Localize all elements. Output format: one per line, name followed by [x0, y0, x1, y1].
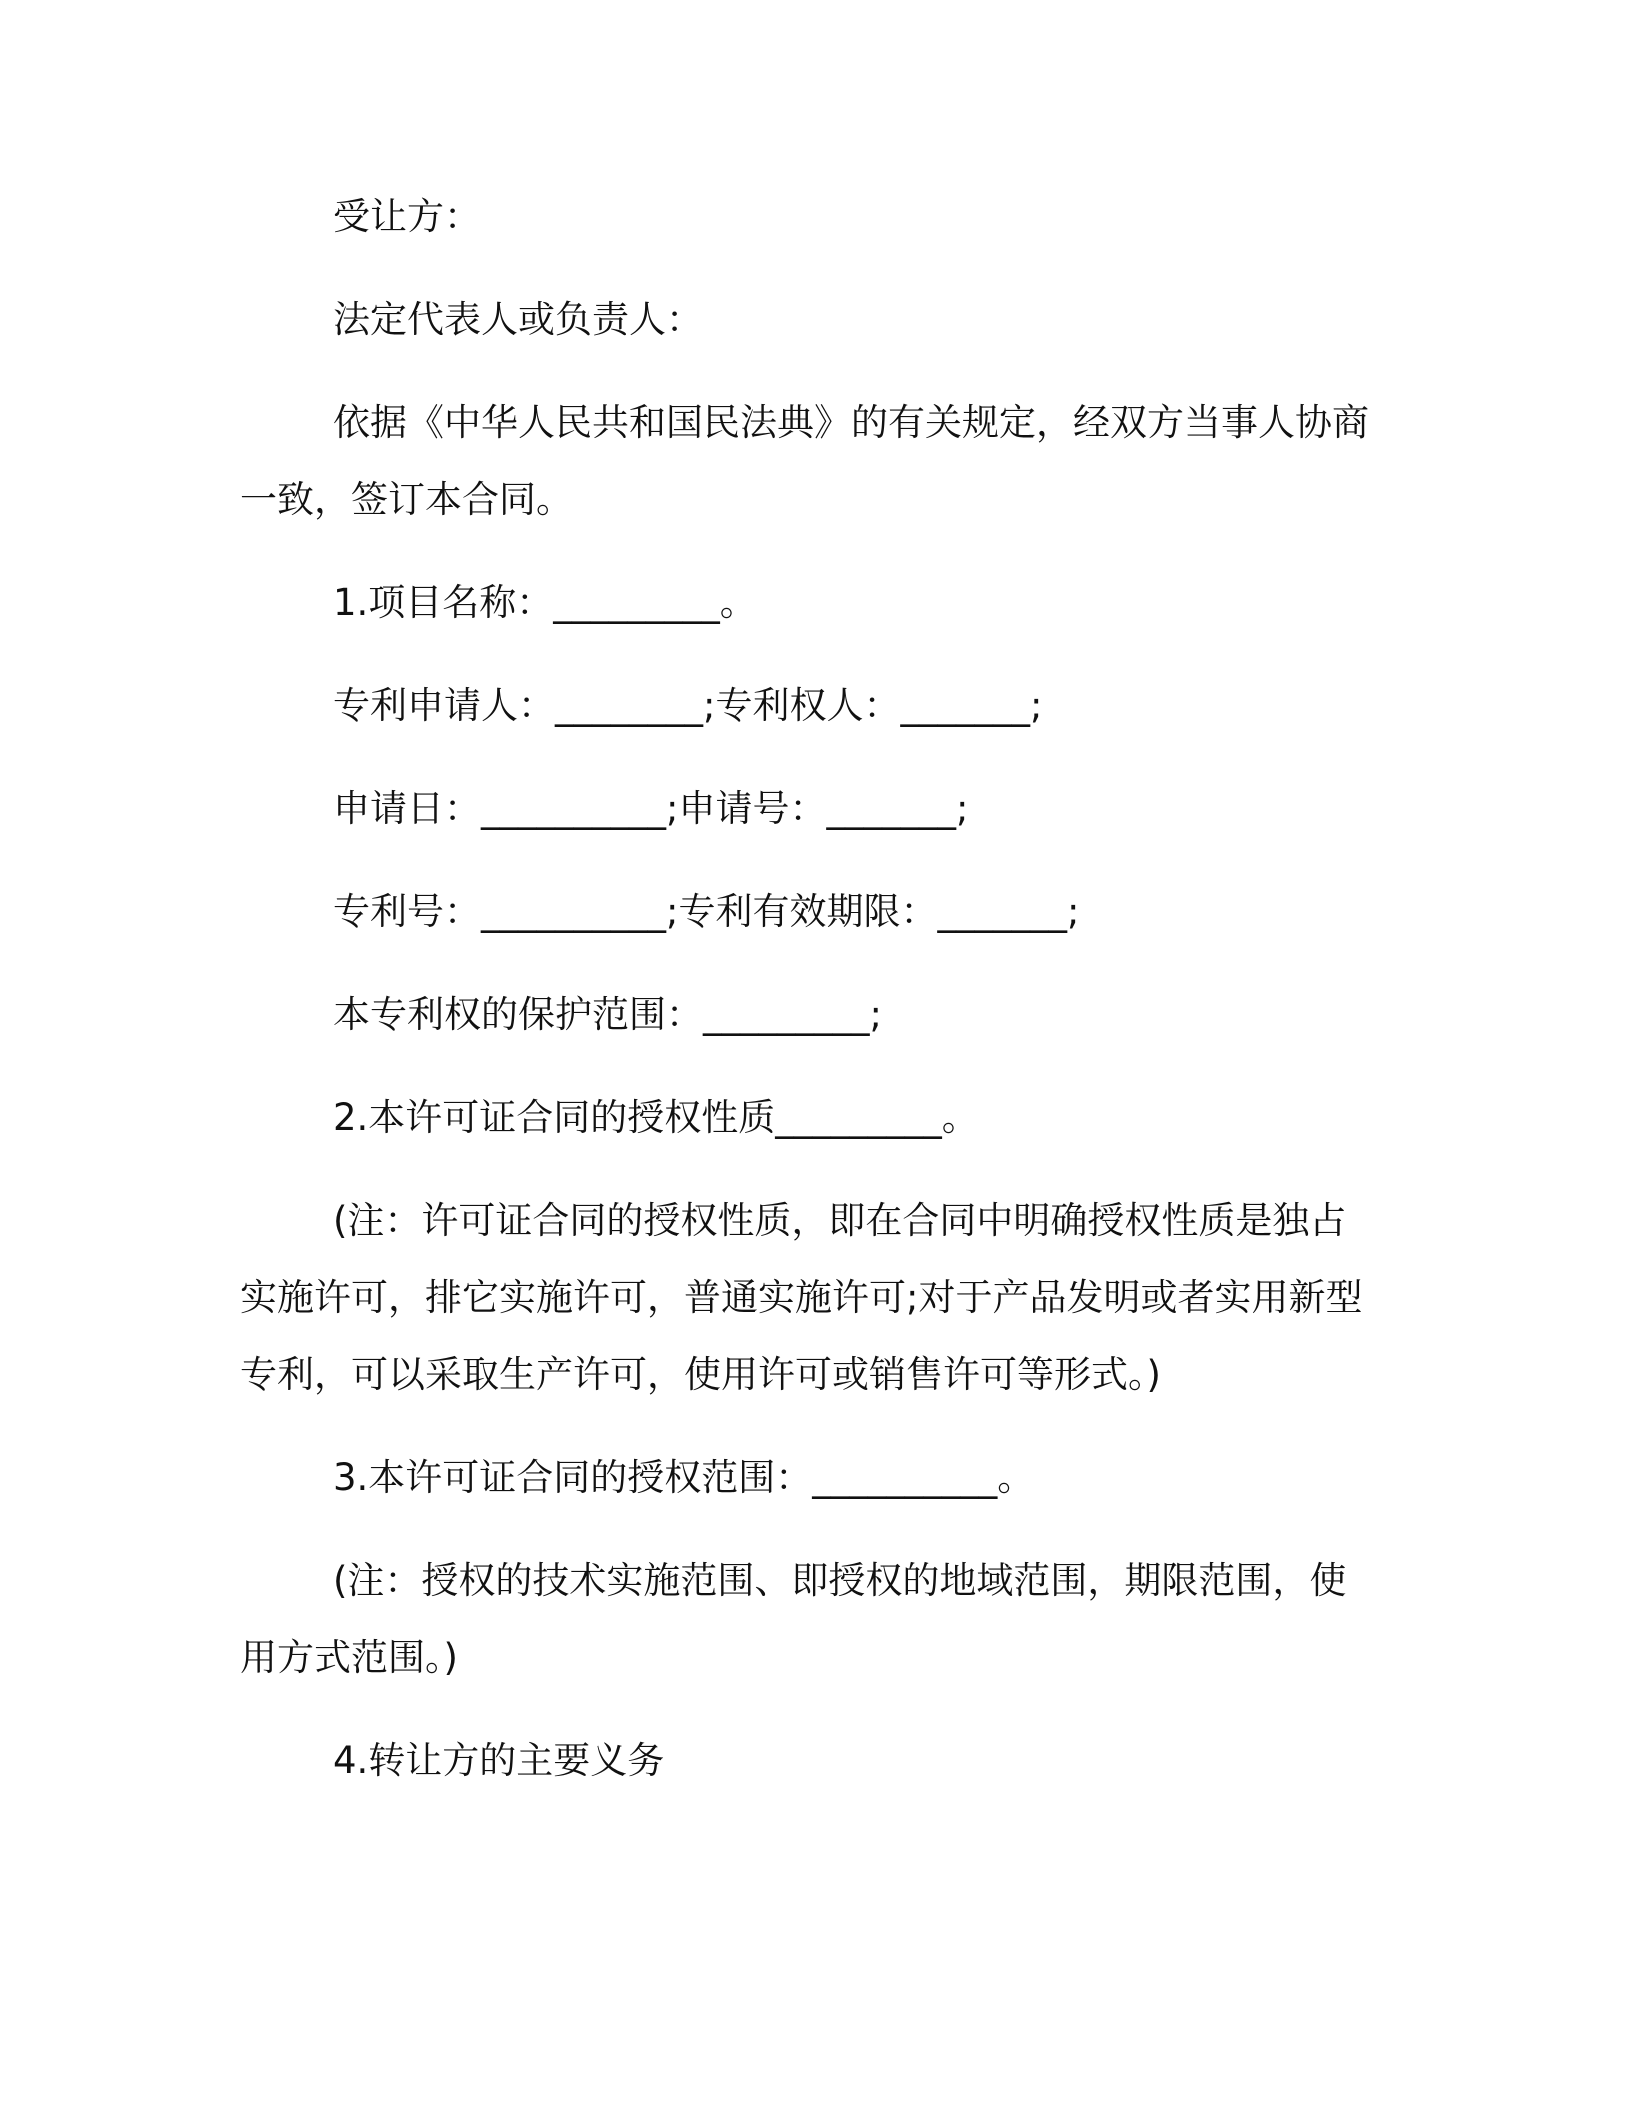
paragraph-line: 实施许可，排它实施许可，普通实施许可;对于产品发明或者实用新型: [240, 1276, 1363, 1319]
item-1-project-name: [240, 564, 1432, 641]
legal-representative-line: [240, 281, 1432, 358]
paragraph-line: 依据《中华人民共和国民法典》的有关规定，经双方当事人协商: [333, 401, 1369, 444]
paragraph-line: (注：许可证合同的授权性质，即在合同中明确授权性质是独占: [333, 1199, 1347, 1242]
item-3-license-scope: [240, 1439, 1432, 1516]
paragraph-line: 法定代表人或负责人：: [333, 298, 703, 341]
paragraph-line: (注：授权的技术实施范围、即授权的地域范围，期限范围，使: [333, 1559, 1347, 1602]
patent-applicant-line: [240, 667, 1432, 744]
note-license-scope: [240, 1542, 1432, 1696]
paragraph-line: 2.本许可证合同的授权性质_________。: [333, 1096, 979, 1139]
paragraph-line: 用方式范围。): [240, 1636, 458, 1679]
paragraph-line: 专利号：__________;专利有效期限：_______;: [333, 890, 1080, 933]
paragraph-line: 申请日：__________;申请号：_______;: [333, 787, 969, 830]
item-2-license-nature: [240, 1079, 1432, 1156]
paragraph-line: 本专利权的保护范围：_________;: [333, 993, 882, 1036]
item-4-transferor-obligations: [240, 1722, 1432, 1799]
paragraph-line: 1.项目名称：_________。: [333, 581, 757, 624]
protection-scope-line: [240, 976, 1432, 1053]
paragraph-line: 3.本许可证合同的授权范围：__________。: [333, 1456, 1035, 1499]
note-license-nature: [240, 1182, 1432, 1413]
preamble-paragraph: [240, 384, 1432, 538]
application-date-line: [240, 770, 1432, 847]
paragraph-line: 4.转让方的主要义务: [333, 1739, 665, 1782]
transferee-line: [240, 178, 1432, 255]
patent-number-line: [240, 873, 1432, 950]
paragraph-line: 专利申请人：________;专利权人：_______;: [333, 684, 1043, 727]
paragraph-line: 受让方：: [333, 195, 481, 238]
paragraph-line: 一致，签订本合同。: [240, 478, 573, 521]
paragraph-line: 专利，可以采取生产许可，使用许可或销售许可等形式。): [240, 1353, 1161, 1396]
